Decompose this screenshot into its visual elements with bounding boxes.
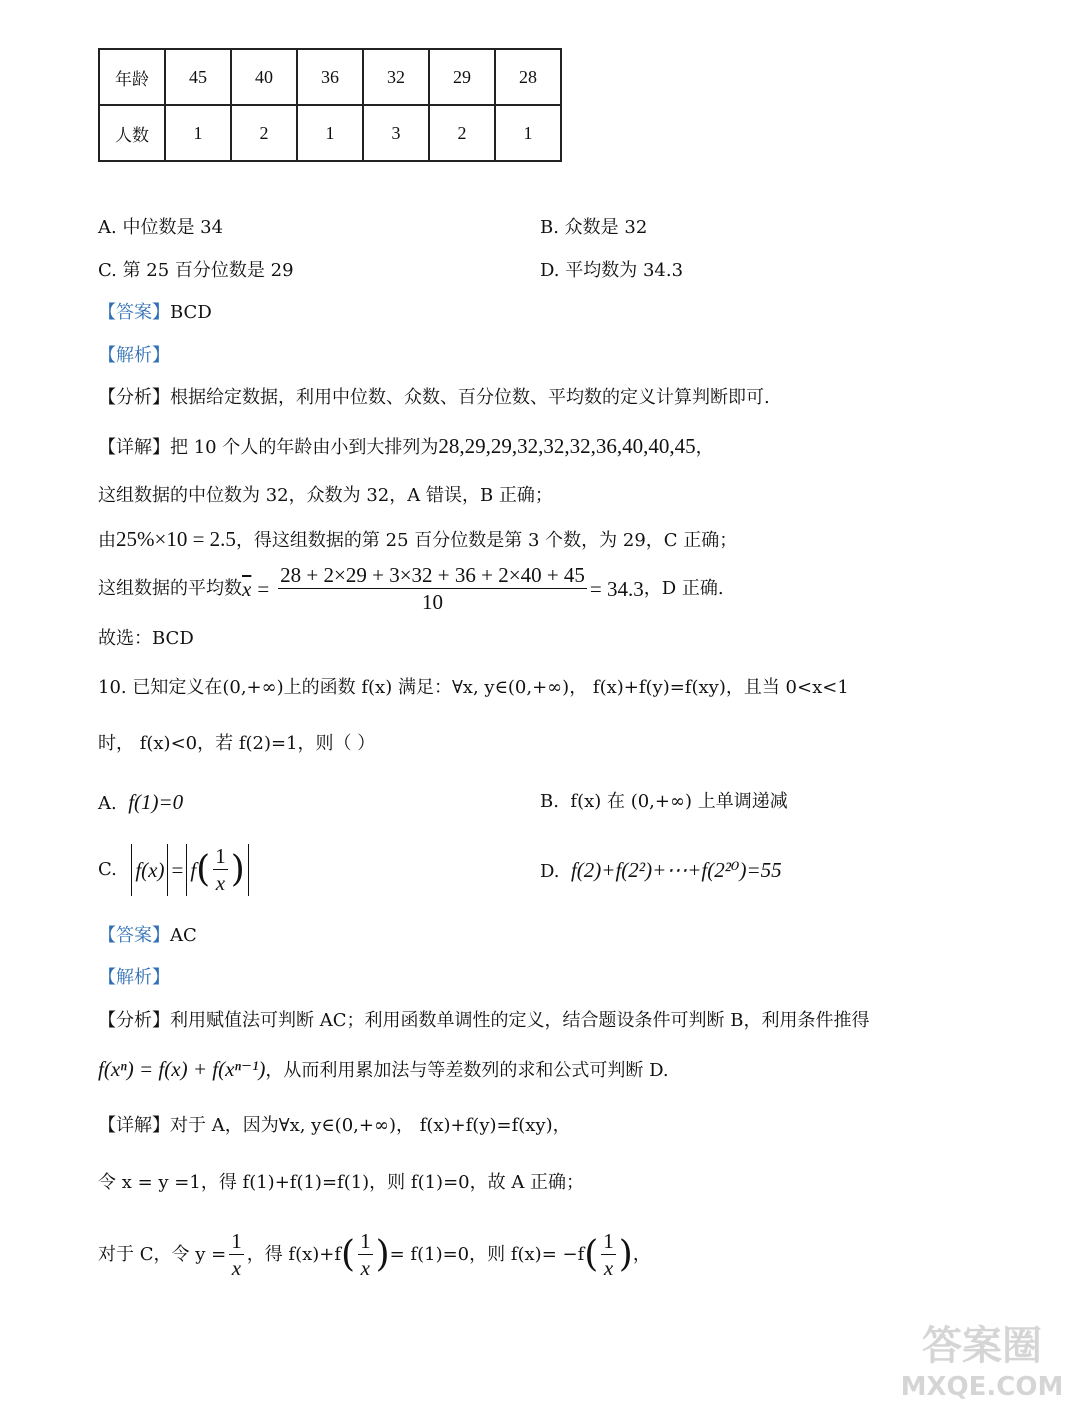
sorted-sequence: 28,29,29,32,32,32,36,40,40,45 (438, 434, 696, 458)
detail-text: 对于 A，因为∀x, y∈(0,+∞)， f(x)+f(y)=f(xy)， (170, 1115, 571, 1136)
option-text: f(x) 在 (0,+∞) 上单调递减 (570, 791, 788, 812)
table-row (99, 49, 561, 105)
mean-variable: $\overline{x}$ (242, 576, 252, 601)
q10-detail-line1 (98, 1114, 571, 1138)
q10-stem-line2: 时， f(x)<0，若 f(2)=1，则（ ） (98, 733, 376, 754)
abs-bar (248, 844, 249, 896)
table-cell: 1 (165, 105, 231, 161)
abs-bar (186, 844, 187, 896)
svg-text:MXQE.COM: MXQE.COM (900, 1372, 1064, 1402)
paren: ( (341, 1233, 356, 1275)
option-math: f(2)+f(2²)+⋯+f(2²⁰)=55 (570, 858, 782, 882)
punct: ， (695, 437, 714, 458)
q10-answer-line (98, 924, 197, 948)
detail-line (98, 434, 714, 460)
table-cell: 36 (297, 49, 363, 105)
text: ， (632, 1243, 651, 1265)
equals: = (171, 857, 184, 882)
paren: ( (196, 848, 211, 890)
q10-jiexi-tag: 【解析】 (98, 967, 170, 988)
option-label: D. (540, 861, 560, 882)
fraction: $\frac{1}{x}$ (603, 1229, 614, 1280)
watermark-logo (896, 1311, 1068, 1403)
table-cell: 2 (429, 105, 495, 161)
table-row (99, 105, 561, 161)
mean-fraction (278, 562, 587, 615)
text: ，得 f(x)+f (246, 1243, 342, 1265)
table-cell: 45 (165, 49, 231, 105)
analysis-text: ，从而利用累加法与等差数列的求和公式可判断 D. (265, 1060, 669, 1081)
table-cell: 32 (363, 49, 429, 105)
q10-analysis-line2 (98, 1057, 669, 1083)
text: ，得这组数据的第 25 百分位数是第 3 个数，为 29，C 正确； (235, 530, 738, 551)
text: ，D 正确. (643, 577, 724, 599)
option-b: B. 众数是 32 (540, 217, 648, 238)
table-cell: 2 (231, 105, 297, 161)
table-cell: 1 (297, 105, 363, 161)
answer-tag: 【答案】 (98, 302, 170, 323)
equals: = (257, 576, 270, 601)
option-d: D. 平均数为 34.3 (540, 260, 684, 281)
table-cell: 29 (429, 49, 495, 105)
analysis-line (98, 386, 770, 410)
analysis-tag: 【分析】 (98, 387, 170, 408)
table-cell: 3 (363, 105, 429, 161)
q10-analysis-line1 (98, 1009, 869, 1033)
abs-bar (131, 844, 132, 896)
answer-line (98, 301, 212, 325)
analysis-text: 利用赋值法可判断 AC；利用函数单调性的定义，结合题设条件可判断 B，利用条件推得 (170, 1010, 870, 1031)
detail-tag: 【详解】 (98, 1115, 170, 1136)
mean-result: = 34.3 (589, 576, 644, 601)
text: 这组数据的平均数 (98, 577, 242, 599)
table-cell: 28 (495, 49, 561, 105)
detail-text: 把 10 个人的年龄由小到大排列为 (170, 437, 439, 458)
option-label: A. (98, 793, 117, 814)
answer-value: AC (170, 925, 197, 946)
jiexi-tag: 【解析】 (98, 345, 170, 366)
text: 由 (98, 530, 116, 551)
q10-option-a (98, 790, 183, 816)
table-cell: 人数 (99, 105, 165, 161)
table-cell: 年龄 (99, 49, 165, 105)
option-label: B. (540, 791, 559, 812)
q10-option-b (540, 790, 788, 814)
fraction: $\frac{1}{x}$ (231, 1229, 242, 1280)
option-math: f (190, 857, 197, 882)
fraction: $\frac{1}{x}$ (215, 844, 226, 895)
table-cell: 40 (231, 49, 297, 105)
answer-tag: 【答案】 (98, 925, 170, 946)
answer-value: BCD (170, 302, 212, 323)
paren: ( (584, 1233, 599, 1275)
choose-line: 故选：BCD (98, 628, 194, 649)
svg-text:答案圈: 答案圈 (922, 1323, 1042, 1369)
percentile-line (98, 527, 737, 553)
paren: ) (230, 848, 245, 890)
percentile-math: 25%×10 = 2.5 (116, 527, 236, 551)
table-cell: 1 (495, 105, 561, 161)
analysis-text: 根据给定数据，利用中位数、众数、百分位数、平均数的定义计算判断即可. (170, 387, 770, 408)
abs-bar (167, 844, 168, 896)
q10-stem-line1: 10. 已知定义在(0,+∞)上的函数 f(x) 满足：∀x, y∈(0,+∞)， f(x)+f(y)=f(xy)，且当 0<x<1 (98, 677, 849, 698)
option-math: f(x) (135, 857, 165, 882)
paren: ) (618, 1233, 633, 1275)
detail-tag: 【详解】 (98, 437, 170, 458)
option-label: C. (98, 858, 117, 880)
text: 对于 C，令 y = (98, 1243, 227, 1265)
paren: ) (375, 1233, 390, 1275)
option-c: C. 第 25 百分位数是 29 (98, 260, 294, 281)
option-math: f(1)=0 (128, 790, 184, 814)
analysis-tag: 【分析】 (98, 1010, 170, 1031)
q10-option-c (98, 843, 252, 896)
fraction-denominator: 10 (422, 590, 444, 614)
text: = f(1)=0，则 f(x)= −f (389, 1243, 585, 1265)
mean-line (98, 562, 724, 615)
q10-option-d (540, 858, 782, 884)
q10-detail-line2: 令 x = y =1，得 f(1)+f(1)=f(1)，则 f(1)=0，故 A 正确； (98, 1172, 585, 1193)
fraction: $\frac{1}{x}$ (360, 1229, 371, 1280)
recurrence-math: f(xⁿ) = f(x) + f(xⁿ⁻¹) (98, 1057, 266, 1081)
age-table (98, 48, 562, 162)
fraction-numerator: 28 + 2×29 + 3×32 + 36 + 2×40 + 45 (280, 563, 585, 587)
option-a: A. 中位数是 34 (98, 217, 224, 238)
q10-detail-line3 (98, 1228, 651, 1281)
median-line: 这组数据的中位数为 32，众数为 32，A 错误，B 正确； (98, 485, 553, 506)
